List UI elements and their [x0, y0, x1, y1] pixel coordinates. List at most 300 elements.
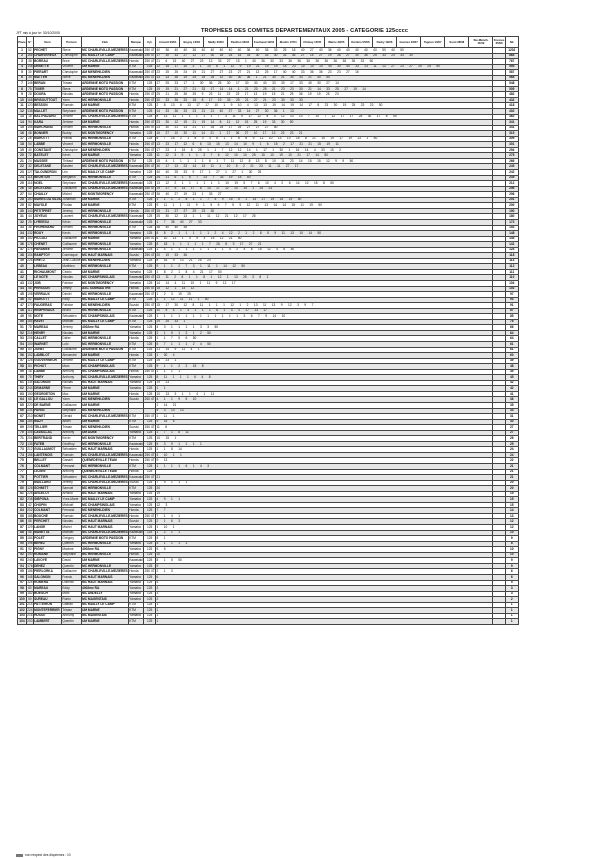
lastname-cell: TELLIER: [33, 425, 61, 431]
place-cell: 76: [18, 464, 27, 470]
number-cell: 78: [28, 325, 32, 330]
brand-cell: KTM: [128, 264, 143, 270]
round-scores: 1 1 12 11 11 1 50: [156, 297, 493, 303]
cylinder-cell: 250 4T: [144, 513, 155, 518]
brand-cell: KTM: [128, 308, 143, 314]
lastname-cell: DEBETTE: [33, 64, 61, 70]
header-cell: Place: [18, 37, 27, 48]
club-cell: MC HERMONVILLE: [81, 292, 128, 298]
round-scores: 23 30 12 19 21 19 14 8 11 12 15 25 19 33 30 50: [156, 120, 493, 126]
lastname-cell: LANTENOIS: [33, 452, 61, 458]
total-cell: 118: [505, 253, 518, 259]
number-cell: 214: [27, 602, 33, 607]
place-cell: 65: [18, 403, 27, 409]
club-cell: MC HERMONVILLE: [81, 247, 128, 253]
club-cell: MC CHARLEVILLE-MEZIERES: [82, 214, 128, 219]
firstname-cell: Dominique: [62, 253, 82, 259]
event-header: Moulin 17/04: [276, 37, 300, 48]
number-cell: 128: [27, 358, 33, 363]
header-cell: Cyl.: [144, 37, 156, 48]
place-cell: 40: [18, 264, 27, 270]
total-cell: 124: [505, 247, 518, 253]
firstname-cell: Maxime: [62, 547, 82, 553]
total-cell: 1: [505, 602, 518, 608]
firstname-cell: Kevin: [62, 231, 82, 237]
club-cell: MC MENEHILDIEN: [81, 258, 128, 264]
club-cell: ARDENNE MOTO PASSION: [81, 536, 128, 542]
number-cell: 138: [27, 108, 33, 113]
lastname-cell: TIXIER: [33, 86, 61, 92]
club-cell: UM MARNE: [81, 619, 128, 625]
lastname-cell: COLMANT: [33, 464, 61, 470]
firstname-cell: Geoffroy: [62, 441, 82, 447]
lastname-cell: DEHEZ: [33, 563, 61, 569]
total-cell: 42: [505, 380, 518, 386]
total-cell: 15: [505, 502, 518, 508]
lastname-cell: CHOPIN: [33, 502, 61, 508]
club-cell: MC HERMONVILLE: [81, 336, 128, 342]
lastname-cell: CHENET: [33, 242, 61, 248]
number-cell: 126: [27, 485, 33, 490]
club-cell: MC HERMONVILLE: [81, 125, 128, 131]
firstname-cell: Michaël: [62, 502, 82, 508]
number-cell: 129: [27, 524, 33, 529]
cylinder-cell: 125: [144, 103, 156, 109]
place-cell: 46: [18, 297, 27, 303]
cylinder-cell: 125: [144, 231, 156, 237]
number-cell: 96: [28, 313, 32, 318]
firstname-cell: Nicolas: [62, 275, 82, 281]
club-cell: MC HAUT MARNAIS: [81, 525, 128, 531]
number-cell: 127: [27, 169, 33, 174]
cylinder-cell: 125: [144, 341, 156, 347]
round-scores: 23 30 21 13 21 17 25 25 17 25 27 27 27 50: [156, 125, 493, 131]
total-cell: 432: [505, 97, 518, 103]
brand-cell: KTM: [128, 486, 143, 492]
number-cell: 170: [27, 302, 33, 307]
firstname-cell: Yann: [62, 97, 82, 103]
brand-cell: Honda: [128, 391, 143, 397]
round-scores: 19 23: [156, 380, 493, 386]
round-scores: 8 18 1 1 1 1 1 7 26 8 3 17 27 21: [156, 242, 493, 248]
round-scores: 19 19 21 27 21 33 17 14 14 1 21 23 25 21 23 23 30 21 14 33 25 27 19 14: [156, 86, 493, 92]
round-scores: 1 7 1 8 11: [156, 430, 493, 436]
brand-cell: Kawasaki: [129, 47, 143, 52]
number-cell: 108: [27, 291, 33, 296]
lastname-cell: BOUCHE: [33, 513, 61, 519]
cylinder-cell: 125: [144, 347, 156, 353]
header-cell: Prénom: [62, 37, 82, 48]
place-cell: 16: [18, 131, 27, 137]
club-cell: UM MARNE: [81, 197, 128, 203]
firstname-cell: Bastien: [62, 164, 82, 170]
place-cell: 99: [18, 591, 27, 597]
place-cell: 70: [18, 430, 27, 436]
firstname-cell: Emilien: [62, 125, 82, 131]
place-cell: 83: [18, 502, 27, 508]
firstname-cell: Benjamin: [62, 175, 82, 181]
brand-cell: Suzuki: [128, 425, 143, 431]
number-cell: 58: [28, 286, 32, 291]
brand-cell: Yamaha: [128, 170, 143, 176]
total-cell: 30: [505, 419, 518, 425]
place-cell: 29: [18, 203, 27, 209]
place-cell: 59: [18, 369, 27, 375]
lastname-cell: MAILLARD: [33, 480, 61, 486]
firstname-cell: Vincent: [62, 142, 82, 148]
brand-cell: Yamaha: [128, 236, 143, 242]
total-cell: 110: [505, 275, 518, 281]
number-cell: 48: [28, 130, 32, 135]
round-scores: 8 1: [156, 536, 493, 542]
number-cell: 124: [27, 580, 33, 585]
number-cell: 88: [28, 519, 32, 524]
lastname-cell: COLMANT: [33, 508, 61, 514]
event-header: Derby 19/06: [372, 37, 396, 48]
round-scores: 1: [156, 602, 493, 608]
number-cell: 132: [27, 280, 33, 285]
round-scores: 10 5 4 1 3 1 1 1 6 1 3 3 17 13 17: [156, 308, 493, 314]
number-cell: 184: [27, 535, 33, 540]
club-cell: UM MARNE: [81, 330, 128, 336]
club-cell: MC HERMONVILLE: [81, 175, 128, 181]
round-scores: 25 30 12 13 1 1 11 12 21 12 17 25: [156, 214, 493, 220]
round-scores: 1 1 7 5 6 50: [156, 336, 493, 342]
number-cell: 104: [27, 252, 33, 257]
club-cell: MC CHARLEVILLE-MEZIERES: [82, 186, 128, 191]
cylinder-cell: 125: [144, 574, 156, 580]
total-cell: 85: [505, 314, 518, 320]
firstname-cell: Sébastien: [62, 475, 82, 481]
lastname-cell: TALOUNDRON: [33, 170, 61, 176]
round-scores: 1: [156, 608, 493, 614]
cylinder-cell: 250 4T: [144, 47, 155, 52]
total-cell: 548: [505, 81, 518, 87]
place-cell: 51: [18, 325, 27, 331]
number-cell: 120: [27, 103, 33, 108]
lastname-cell: PIERLORKA: [33, 569, 61, 575]
number-cell: 24: [28, 158, 32, 163]
lastname-cell: MARES DA SILVA: [34, 197, 61, 202]
round-scores: 9 11 1 1 11 9 1 5 5 7 5 9 12 11 13 14 14 15 11 19 50: [156, 203, 493, 209]
club-cell: UM MARNE: [81, 120, 128, 126]
cylinder-cell: 125: [144, 491, 156, 497]
club-cell: MC CHAMPSINOLAIS: [81, 314, 128, 320]
brand-cell: Kawasaki: [129, 441, 143, 446]
club-cell: MC CHARLEVILLE-MEZIERES: [82, 374, 128, 379]
firstname-cell: Jérôme: [62, 358, 82, 364]
place-cell: 80: [18, 486, 27, 492]
place-cell: 45: [18, 292, 27, 298]
place-cell: 34: [18, 231, 27, 237]
round-scores: 7 7: [156, 508, 493, 514]
firstname-cell: Steve: [62, 48, 82, 54]
cylinder-cell: 125: [144, 64, 156, 70]
club-cell: MC HERMONVILLE: [81, 97, 128, 103]
place-cell: 66: [18, 408, 27, 414]
cylinder-cell: 125: [144, 508, 156, 514]
total-cell: 294: [505, 147, 518, 153]
round-scores: 1 1 1 1: [156, 369, 493, 375]
number-cell: 146: [27, 574, 33, 579]
firstname-cell: Stéphane: [62, 552, 82, 558]
lastname-cell: JONET: [33, 347, 61, 353]
cylinder-cell: 250 4T: [144, 186, 155, 191]
firstname-cell: Marc: [62, 364, 82, 370]
number-cell: 188: [27, 513, 33, 518]
legend-text: non respect des dispenses : 10: [25, 853, 71, 857]
cylinder-cell: 125: [144, 608, 156, 614]
lastname-cell: GOUVERNEUR: [33, 358, 61, 364]
brand-cell: Yamaha: [128, 131, 143, 137]
round-scores: 1 1 1 1 1 1 1 1 1 1 1 1 3 6 7 9 14 10: [156, 314, 493, 320]
number-cell: 60: [28, 347, 32, 352]
brand-cell: KTM: [128, 419, 143, 425]
brand-cell: Yamaha: [128, 269, 143, 275]
place-cell: 74: [18, 452, 27, 458]
total-cell: 9: [505, 558, 518, 564]
place-cell: 89: [18, 536, 27, 542]
cylinder-cell: 125: [144, 336, 156, 342]
club-cell: MC HERMONVILLE: [81, 142, 128, 148]
event-header: Pavillon 03/04: [228, 37, 252, 48]
brand-cell: Honda: [128, 458, 143, 464]
number-cell: 228: [27, 491, 33, 496]
total-cell: 111: [505, 269, 518, 275]
place-cell: 62: [18, 386, 27, 392]
brand-cell: Kawasaki: [129, 474, 143, 479]
lastname-cell: LE GALLOU: [33, 397, 61, 403]
brand-cell: KTM: [128, 136, 143, 142]
firstname-cell: Quentin: [62, 619, 82, 625]
round-scores: 21: [156, 475, 493, 481]
number-cell: 140: [27, 208, 33, 213]
number-cell: 72: [28, 153, 32, 158]
club-cell: MC HERMONVILLE: [81, 231, 128, 237]
lastname-cell: LAMBERT: [33, 619, 61, 625]
brand-cell: Honda: [128, 286, 143, 292]
firstname-cell: Dimitri: [62, 292, 82, 298]
club-cell: 4002me RA: [81, 586, 128, 592]
place-cell: 100: [19, 596, 25, 601]
lastname-cell: LEBEAU: [33, 264, 61, 270]
brand-cell: Yamaha: [128, 153, 143, 159]
club-cell: MC MONTMORENCY: [81, 131, 128, 137]
cylinder-cell: 125: [144, 319, 156, 325]
place-cell: 77: [18, 469, 27, 475]
brand-cell: Yamaha: [128, 525, 143, 531]
cylinder-cell: 125: [144, 136, 156, 142]
lastname-cell: ROMERA: [33, 580, 61, 586]
round-scores: 6: [156, 574, 493, 580]
round-scores: 3: [156, 591, 493, 597]
firstname-cell: Steve: [62, 86, 82, 92]
firstname-cell: Nicolas: [62, 380, 82, 386]
firstname-cell: Vincent: [62, 64, 82, 70]
club-cell: ARDENNE MOTO PASSION: [81, 158, 128, 164]
lastname-cell: PICHOT: [33, 364, 61, 370]
round-scores: 4 9 1 1: [156, 497, 493, 503]
brand-cell: Kawasaki: [129, 214, 143, 219]
club-cell: ARDENNE MOTO PASSION: [81, 81, 128, 87]
club-cell: ASC SOMMAUTHE: [81, 286, 128, 292]
number-cell: 208: [27, 424, 33, 429]
club-cell: MC HERMONVILLE: [81, 486, 128, 492]
number-cell: 155: [27, 125, 33, 130]
brand-cell: Honda: [128, 508, 143, 514]
brand-cell: KTM: [128, 175, 143, 181]
club-cell: MC HERMONVILLE: [81, 264, 128, 270]
club-cell: MC HAUT MARNAIS: [81, 447, 128, 453]
cylinder-cell: 125: [144, 502, 156, 508]
round-scores: 10: [156, 552, 493, 558]
brand-cell: Kawasaki: [129, 313, 143, 318]
firstname-cell: Christophe: [62, 53, 82, 59]
number-cell: 234: [27, 408, 33, 413]
number-cell: 152: [27, 236, 33, 241]
firstname-cell: Jonathan: [62, 197, 82, 203]
total-cell: 12: [505, 525, 518, 531]
lastname-cell: MALLET: [33, 109, 61, 115]
round-scores: 8 16 9 13 21 25 23: [156, 258, 493, 264]
club-cell: MC MENEHILDIEN: [81, 397, 128, 403]
place-cell: 104: [19, 619, 25, 623]
round-scores: 40 40 25 33 9 17 1 27 1 27 1 30 25: [156, 170, 493, 176]
lastname-cell: FATEB: [33, 441, 61, 447]
round-scores: 5 5: [156, 547, 493, 553]
club-cell: UM AUBE: [81, 430, 128, 436]
firstname-cell: Jérémy: [62, 480, 82, 486]
cylinder-cell: 125: [144, 214, 156, 220]
round-scores: 33 33 36 19 25 15 25 12 30 30 36 1 21 30 21 30 33 21 40 50: [156, 75, 493, 81]
firstname-cell: Bruno: [62, 308, 82, 314]
total-cell: 362: [505, 114, 518, 120]
brand-cell: Yamaha: [128, 491, 143, 497]
lastname-cell: DELETANG: [33, 186, 61, 192]
brand-cell: Honda: [128, 125, 143, 131]
brand-cell: Yamaha: [128, 330, 143, 336]
place-cell: 13: [18, 114, 27, 120]
total-cell: 190: [505, 208, 518, 214]
round-scores: 8 13 11 1 1 1 1 1 7 3 11 5 17 12 8 3 12 10 13 7 10 7 12 17 17 25 30 17 6 50: [156, 114, 493, 120]
place-cell: 56: [18, 353, 27, 359]
total-cell: 60: [505, 353, 518, 359]
cylinder-cell: 125: [144, 469, 156, 475]
lastname-cell: LANGE: [33, 525, 61, 531]
brand-cell: Yamaha: [128, 258, 143, 264]
round-scores: 12 15 17 10 3 1 10 6 1 12 9 19 21 19 19 14 23 10 10 14 40 30 40 33 23 11 13 27 23 27 25 25 50: [156, 64, 493, 70]
round-scores: 20: [156, 486, 493, 492]
place-cell: 15: [18, 125, 27, 131]
club-cell: MC ANDELLY: [81, 591, 128, 597]
place-cell: 102: [19, 607, 25, 612]
lastname-cell: BERAN: [33, 81, 61, 87]
firstname-cell: Jean-Claude: [62, 258, 81, 263]
round-scores: 1 8 2 1 8 4 21 17 50: [156, 269, 493, 275]
brand-cell: Yamaha: [128, 375, 143, 381]
number-cell: 206: [27, 336, 33, 341]
cylinder-cell: 125: [144, 297, 156, 303]
number-cell: 100: [27, 341, 33, 346]
total-cell: 21: [505, 464, 518, 470]
lastname-cell: NOTE: [33, 314, 61, 320]
cylinder-cell: 125: [144, 325, 156, 331]
total-cell: 235: [505, 175, 518, 181]
cylinder-cell: 125: [144, 330, 156, 336]
number-cell: 106: [27, 430, 33, 435]
cylinder-cell: 125: [144, 353, 156, 359]
number-cell: 64: [28, 191, 32, 196]
header-cell: Nom: [33, 37, 61, 48]
total-cell: 1: [505, 613, 518, 619]
lastname-cell: LYREESU: [33, 219, 61, 225]
club-cell: MC HERMONVILLE: [81, 464, 128, 470]
place-cell: 30: [18, 208, 27, 214]
club-cell: MC HERMONVILLE: [81, 208, 128, 214]
firstname-cell: Fabrice: [62, 280, 82, 286]
brand-cell: Suzuki: [128, 303, 143, 309]
club-cell: MC MAILLY LE CAMP: [81, 358, 128, 364]
round-scores: 21 14 9 11 4 1: [156, 347, 493, 353]
round-scores: 11 8: [156, 425, 493, 431]
brand-cell: Honda: [128, 513, 143, 519]
round-scores: 4 3 1 1 1 1 3 3 50: [156, 325, 493, 331]
round-scores: 8 11 1 1 1 6 4 8: [156, 375, 493, 381]
firstname-cell: Arnaud: [62, 491, 82, 497]
number-cell: 52: [28, 47, 32, 52]
lastname-cell: MAROTTI: [33, 136, 61, 142]
cylinder-cell: 125: [144, 464, 156, 470]
lastname-cell: KARA: [33, 120, 61, 126]
round-scores: 5 3 9 1 1 1 1: [156, 441, 493, 447]
place-cell: 72: [18, 441, 27, 447]
firstname-cell: Nicolas: [62, 330, 82, 336]
cylinder-cell: 125: [144, 419, 156, 425]
brand-cell: Yamaha: [128, 502, 143, 508]
total-cell: 1: [505, 608, 518, 614]
cylinder-cell: 125: [144, 497, 156, 503]
place-cell: 71: [18, 436, 27, 442]
round-scores: 15 21 27 27 29 23 30: [156, 208, 493, 214]
firstname-cell: Sébastien: [62, 314, 82, 320]
cylinder-cell: 250 4T: [144, 302, 155, 307]
place-cell: 35: [18, 236, 27, 242]
lastname-cell: ANCELOT: [33, 491, 61, 497]
cylinder-cell: 125: [144, 536, 156, 542]
place-cell: 36: [18, 242, 27, 248]
lastname-cell: MARCHAND: [33, 125, 61, 131]
event-header: Bogny 13/02: [180, 37, 204, 48]
lastname-cell: MANETTA: [33, 530, 61, 536]
round-scores: 27 25 23 17 1 30 36 25 30 17 30 30 40 33 30 17 33 40 30 27 14: [156, 81, 493, 87]
round-scores: 11 12 3 9 1 1 3 7 6 12 10 10 25 15 10 19 10 21 17 14 50: [156, 153, 493, 159]
brand-cell: Yamaha: [128, 430, 143, 436]
firstname-cell: Jérôme: [62, 120, 82, 126]
cylinder-cell: 250 4T: [144, 125, 155, 130]
round-scores: 1 2 1 1: [156, 530, 493, 536]
club-cell: MC MAILLY LE CAMP: [81, 53, 128, 59]
club-cell: MC MENEHILDIEN: [81, 408, 128, 414]
firstname-cell: Kévin: [62, 153, 82, 159]
club-cell: UM MARNE: [81, 153, 128, 159]
brand-cell: Kawasaki: [129, 530, 143, 535]
brand-cell: Kawasaki: [129, 53, 143, 58]
place-cell: 94: [18, 563, 27, 569]
number-cell: 114: [27, 175, 33, 180]
number-cell: 70: [28, 374, 32, 379]
total-cell: 26: [505, 436, 518, 442]
cylinder-cell: 125: [144, 586, 156, 592]
